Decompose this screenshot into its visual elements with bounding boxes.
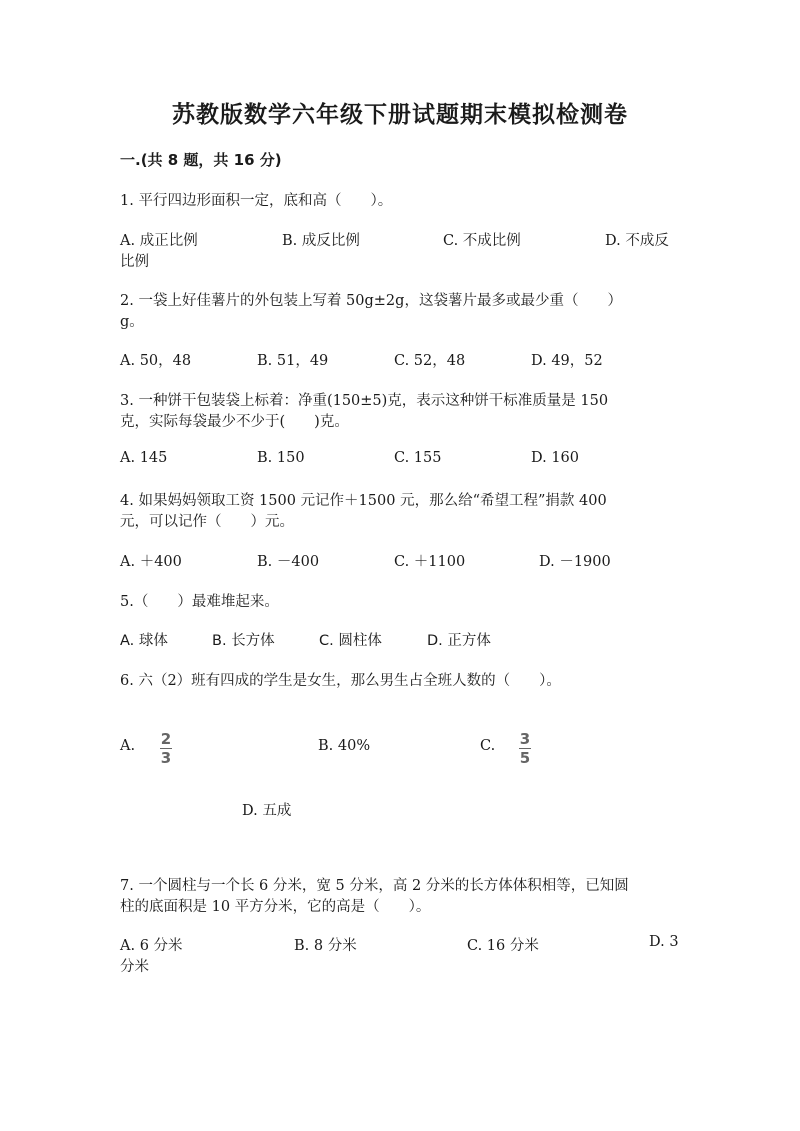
question-3-option-a: A. 145 (120, 450, 168, 466)
question-4-option-a: A. ＋400 (120, 554, 182, 570)
question-7-option-c: C. 16 分米 (467, 938, 539, 954)
question-5-option-d: D. 正方体 (427, 633, 491, 649)
question-2-option-d: D. 49，52 (531, 353, 603, 369)
question-3-option-c: C. 155 (394, 450, 442, 466)
question-7-stem-line1: 7. 一个圆柱与一个长 6 分米，宽 5 分米，高 2 分米的长方体体积相等，已知圆 (120, 878, 629, 894)
fraction-denominator: 3 (160, 749, 172, 767)
question-2-option-a: A. 50，48 (120, 353, 192, 369)
question-5-option-b: B. 长方体 (212, 633, 275, 649)
section-heading: 一.(共 8 题，共 16 分) (120, 151, 282, 169)
question-7-option-d: D. 3 (649, 934, 679, 950)
question-1-option-b: B. 成反比例 (282, 233, 360, 249)
question-1-option-d: D. 不成反 (605, 233, 669, 249)
question-5-option-a: A. 球体 (120, 633, 168, 649)
question-6-option-a-fraction (160, 731, 172, 766)
question-2-stem-line1: 2. 一袋上好佳薯片的外包装上写着 50g±2g，这袋薯片最多或最少重（ ） (120, 293, 622, 309)
question-2-option-c: C. 52，48 (394, 353, 466, 369)
question-1-stem: 1. 平行四边形面积一定，底和高（ ）。 (120, 193, 393, 209)
question-1-option-d-wrap: 比例 (120, 254, 149, 270)
question-4-option-c: C. ＋1100 (394, 554, 466, 570)
question-1-option-a: A. 成正比例 (120, 233, 198, 249)
question-3-stem-line2: 克，实际每袋最少不少于( )克。 (120, 414, 349, 430)
document-title: 苏教版数学六年级下册试题期末模拟检测卷 (172, 102, 628, 128)
question-6-option-b: B. 40% (318, 738, 371, 754)
question-6-option-c-fraction (519, 731, 531, 766)
question-7-option-a: A. 6 分米 (120, 938, 183, 954)
question-2-stem-line2: g。 (120, 314, 144, 330)
question-2-option-b: B. 51，49 (257, 353, 329, 369)
fraction-denominator: 5 (519, 749, 531, 767)
question-7-option-d-wrap: 分米 (120, 959, 149, 975)
fraction-numerator: 2 (160, 730, 172, 748)
question-4-stem-line1: 4. 如果妈妈领取工资 1500 元记作＋1500 元，那么给“希望工程”捐款 400 (120, 493, 607, 509)
question-4-stem-line2: 元，可以记作（ ）元。 (120, 514, 294, 530)
question-7-stem-line2: 柱的底面积是 10 平方分米，它的高是（ ）。 (120, 899, 431, 915)
question-6-stem: 6. 六（2）班有四成的学生是女生，那么男生占全班人数的（ ）。 (120, 673, 561, 689)
question-3-option-b: B. 150 (257, 450, 305, 466)
question-6-option-d: D. 五成 (242, 803, 292, 819)
question-5-option-c: C. 圆柱体 (319, 633, 382, 649)
question-5-stem: 5.（ ）最难堆起来。 (120, 594, 279, 610)
question-3-option-d: D. 160 (531, 450, 580, 466)
question-7-option-b: B. 8 分米 (294, 938, 357, 954)
question-6-option-a-label: A. (120, 738, 136, 754)
fraction-numerator: 3 (519, 730, 531, 748)
question-3-stem-line1: 3. 一种饼干包装袋上标着：净重(150±5)克，表示这种饼干标准质量是 150 (120, 393, 609, 409)
question-1-option-c: C. 不成比例 (443, 233, 521, 249)
question-4-option-b: B. －400 (257, 554, 320, 570)
question-6-option-c-label: C. (480, 738, 496, 754)
question-4-option-d: D. －1900 (539, 554, 611, 570)
